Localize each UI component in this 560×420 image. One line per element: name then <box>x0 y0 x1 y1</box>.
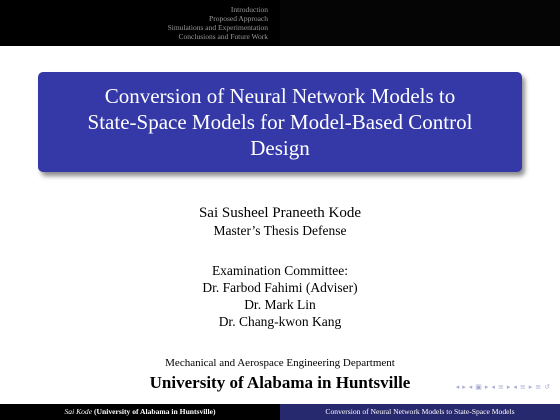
thesis-subtitle: Master’s Thesis Defense <box>213 223 347 238</box>
committee-member: Dr. Chang-kwon Kang <box>218 314 342 329</box>
committee-member-adviser: Dr. Farbod Fahimi (Adviser) <box>202 280 358 295</box>
committee-member: Dr. Mark Lin <box>244 297 316 312</box>
nav-section-proposed-approach[interactable]: Proposed Approach <box>209 13 268 23</box>
section-list <box>0 0 280 46</box>
subsection-area <box>280 0 560 46</box>
title-line-1: Conversion of Neural Network Models to <box>104 84 456 108</box>
nav-next-slide-icon[interactable]: ▸ <box>462 383 466 391</box>
subsection-icon[interactable]: ≡ <box>497 383 504 391</box>
nav-section-conclusions[interactable]: Conclusions and Future Work <box>178 32 268 42</box>
examination-committee <box>0 262 560 330</box>
title-line-2: State-Space Models for Model-Based Control <box>87 110 473 134</box>
slide-footer <box>0 404 560 420</box>
nav-section-introduction[interactable]: Introduction <box>230 4 268 14</box>
frame-icon[interactable]: ▣ <box>475 383 482 391</box>
nav-prev-frame-icon[interactable]: ◂ <box>468 383 473 391</box>
nav-prev-slide-icon[interactable]: ◂ <box>455 383 460 391</box>
committee-heading: Examination Committee: <box>211 263 349 278</box>
nav-prev-section-icon[interactable]: ◂ <box>513 383 517 391</box>
footer-short-title: Conversion of Neural Network Models to State-Space Models <box>325 407 515 416</box>
footer-author: Sai Kode <box>64 407 93 416</box>
footer-institute: (University of Alabama in Huntsville) <box>94 407 216 416</box>
presentation-title <box>60 83 500 161</box>
footer-author-block <box>0 404 280 420</box>
nav-next-section-icon[interactable]: ▸ <box>528 383 533 391</box>
nav-section-simulations[interactable]: Simulations and Experimentation <box>167 23 268 32</box>
search-back-icon[interactable]: ↺ <box>544 383 550 391</box>
beamer-navigation-symbols <box>456 382 550 392</box>
title-line-3: Design <box>250 136 310 160</box>
nav-next-frame-icon[interactable]: ▸ <box>484 383 489 391</box>
department-name: Mechanical and Aerospace Engineering Department <box>165 357 395 369</box>
toc-icon[interactable]: ≡ <box>535 383 542 391</box>
section-icon[interactable]: ≡ <box>519 383 526 391</box>
nav-prev-subsection-icon[interactable]: ◂ <box>491 383 495 391</box>
title-block <box>38 72 522 172</box>
author-name: Sai Susheel Praneeth Kode <box>198 205 362 221</box>
section-navigation-bar <box>0 0 560 46</box>
footer-title-block <box>280 404 560 420</box>
university-name: University of Alabama in Huntsville <box>149 373 411 392</box>
nav-next-subsection-icon[interactable]: ▸ <box>506 383 511 391</box>
